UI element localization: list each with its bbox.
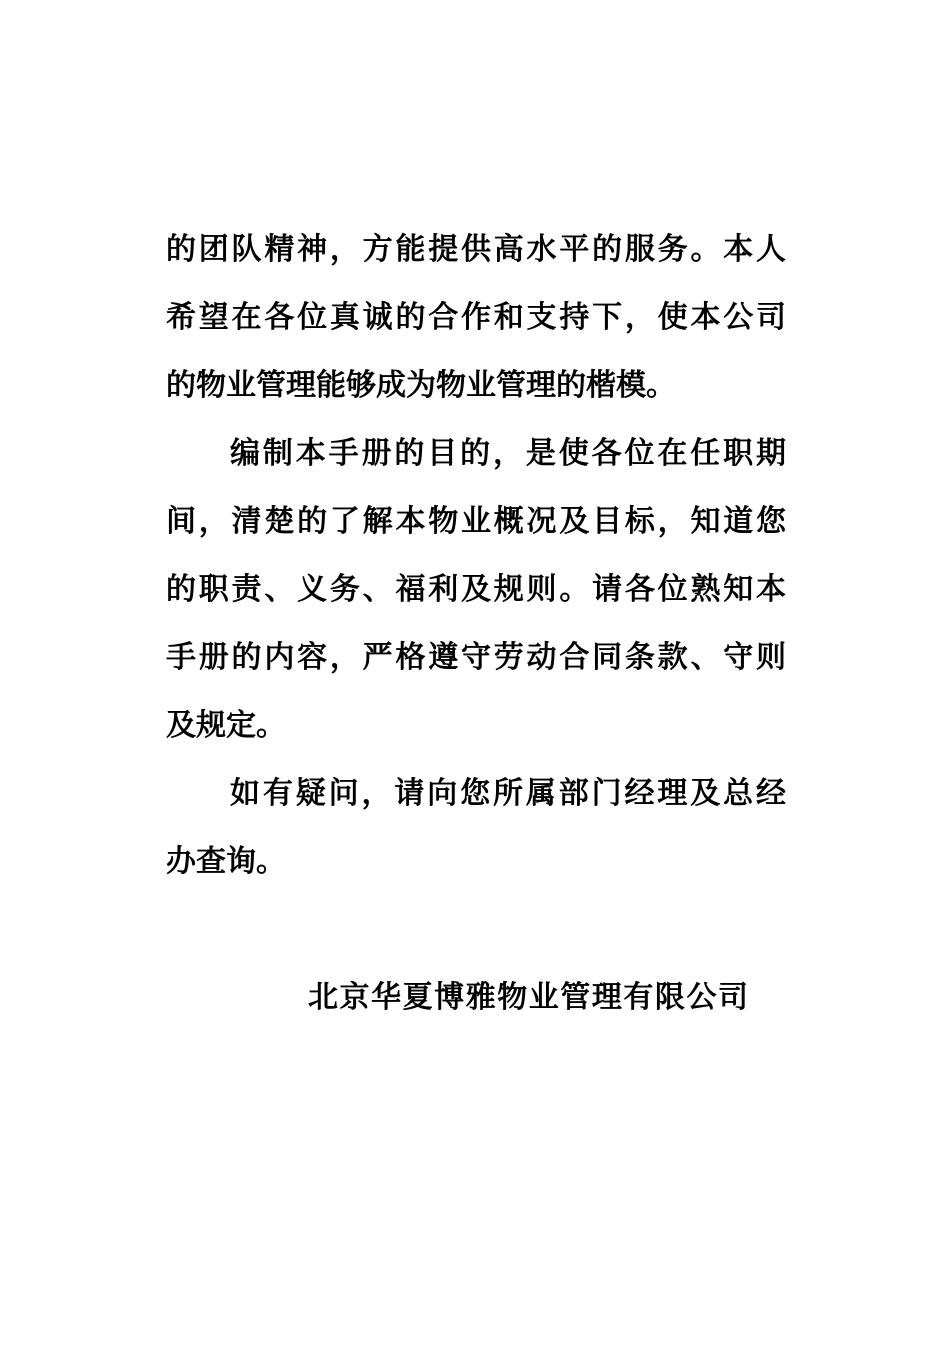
text-line: 手册的内容，严格遵守劳动合同条款、守则 xyxy=(166,640,786,675)
paragraph-handbook-purpose xyxy=(166,420,786,760)
text-line: 办查询。 xyxy=(166,844,286,879)
text-line: 如有疑问，请向您所属部门经理及总经 xyxy=(230,776,786,811)
text-line: 的团队精神，方能提供高水平的服务。本人 xyxy=(166,232,786,267)
text-line: 间，清楚的了解本物业概况及目标，知道您 xyxy=(166,504,786,539)
company-signature: 北京华夏博雅物业管理有限公司 xyxy=(308,980,748,1015)
paragraph-inquiries xyxy=(166,760,786,896)
text-line: 的物业管理能够成为物业管理的楷模。 xyxy=(166,368,676,403)
paragraph-intro-continuation xyxy=(166,216,786,420)
text-line: 希望在各位真诚的合作和支持下，使本公司 xyxy=(166,300,786,335)
text-line: 编制本手册的目的，是使各位在任职期 xyxy=(230,436,786,471)
text-line: 的职责、义务、福利及规则。请各位熟知本 xyxy=(166,572,786,607)
body-text xyxy=(166,216,786,896)
text-line: 及规定。 xyxy=(166,708,286,743)
